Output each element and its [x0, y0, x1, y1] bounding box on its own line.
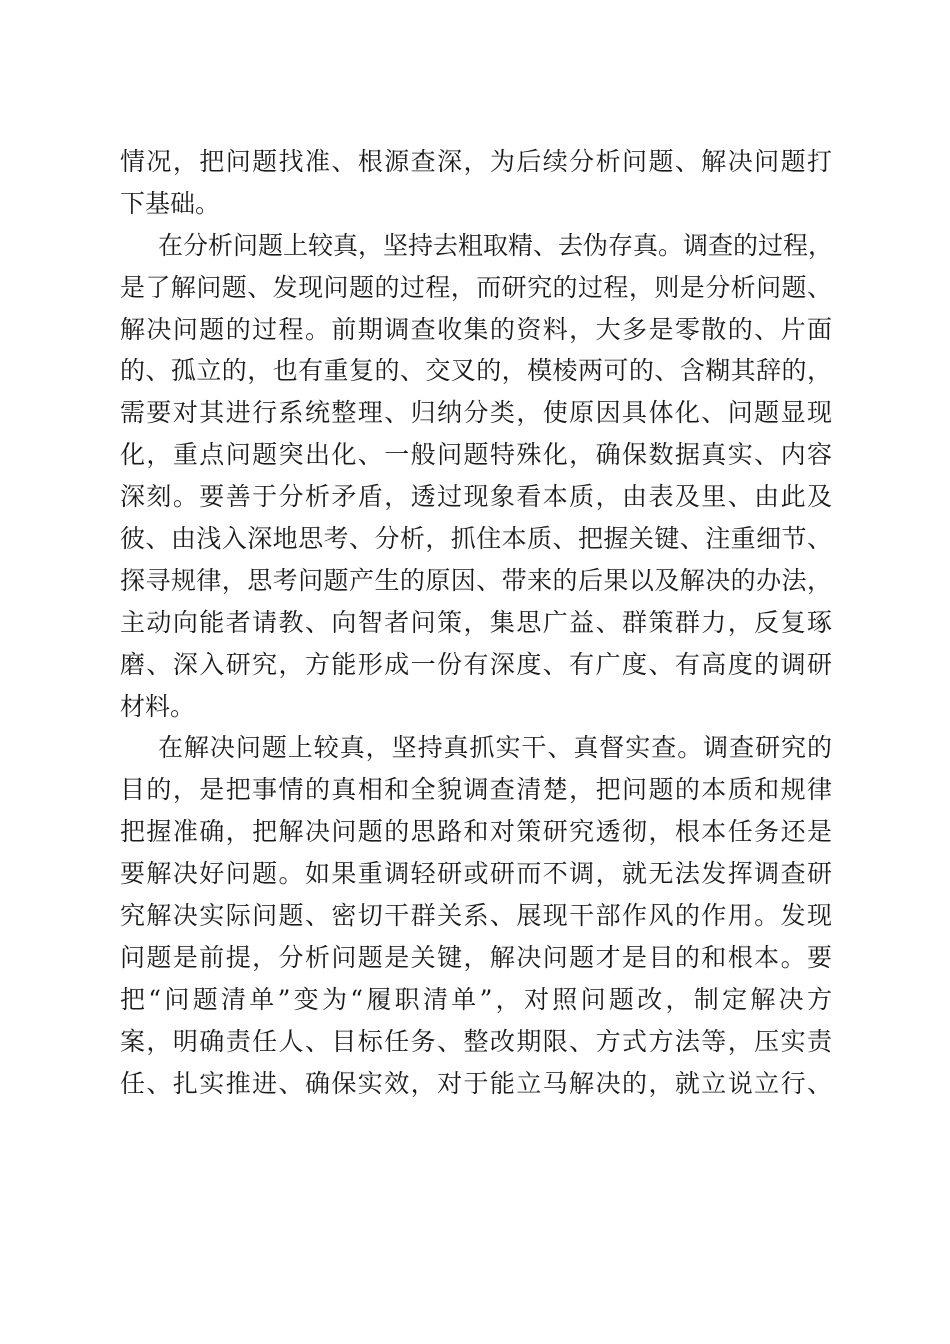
text-line: 主动向能者请教、向智者问策，集思广益、群策群力，反复琢	[120, 607, 832, 637]
text-line: 问题是前提，分析问题是关键，解决问题才是目的和根本。要	[120, 942, 832, 972]
text-line: 案，明确责任人、目标任务、整改期限、方式方法等，压实责	[120, 1026, 832, 1056]
text-line: 彼、由浅入深地思考、分析，抓住本质、把握关键、注重细节、	[120, 524, 832, 554]
paragraph-continuation	[120, 141, 832, 225]
text-line: 解决问题的过程。前期调查收集的资料，大多是零散的、片面	[120, 314, 832, 344]
text-line: 的、孤立的，也有重复的、交叉的，模棱两可的、含糊其辞的，	[120, 356, 832, 386]
text-line: 目的，是把事情的真相和全貌调查清楚，把问题的本质和规律	[120, 775, 832, 805]
paragraph-analysis	[120, 225, 832, 728]
text-line: 在解决问题上较真，坚持真抓实干、真督实查。调查研究的	[158, 733, 832, 763]
text-line: 把“问题清单”变为“履职清单”，对照问题改，制定解决方	[120, 984, 832, 1014]
text-line: 磨、深入研究，方能形成一份有深度、有广度、有高度的调研	[120, 649, 832, 679]
text-line: 深刻。要善于分析矛盾，透过现象看本质，由表及里、由此及	[120, 482, 832, 512]
text-line: 任、扎实推进、确保实效，对于能立马解决的，就立说立行、	[120, 1068, 832, 1098]
text-line: 下基础。	[120, 188, 221, 218]
text-line: 化，重点问题突出化、一般问题特殊化，确保数据真实、内容	[120, 440, 832, 470]
text-line: 在分析问题上较真，坚持去粗取精、去伪存真。调查的过程，	[158, 230, 834, 260]
text-line: 究解决实际问题、密切干群关系、展现干部作风的作用。发现	[120, 901, 832, 931]
text-line: 材料。	[120, 691, 196, 721]
text-line: 探寻规律，思考问题产生的原因、带来的后果以及解决的办法，	[120, 565, 832, 595]
text-line: 情况，把问题找准、根源查深，为后续分析问题、解决问题打	[120, 147, 832, 176]
paragraph-solving	[120, 727, 832, 1104]
text-line: 需要对其进行系统整理、归纳分类，使原因具体化、问题显现	[120, 398, 832, 428]
text-line: 要解决好问题。如果重调轻研或研而不调，就无法发挥调查研	[120, 859, 832, 889]
body-text	[120, 141, 832, 1104]
text-line: 把握准确，把解决问题的思路和对策研究透彻，根本任务还是	[120, 817, 832, 847]
text-line: 是了解问题、发现问题的过程，而研究的过程，则是分析问题、	[120, 272, 832, 302]
